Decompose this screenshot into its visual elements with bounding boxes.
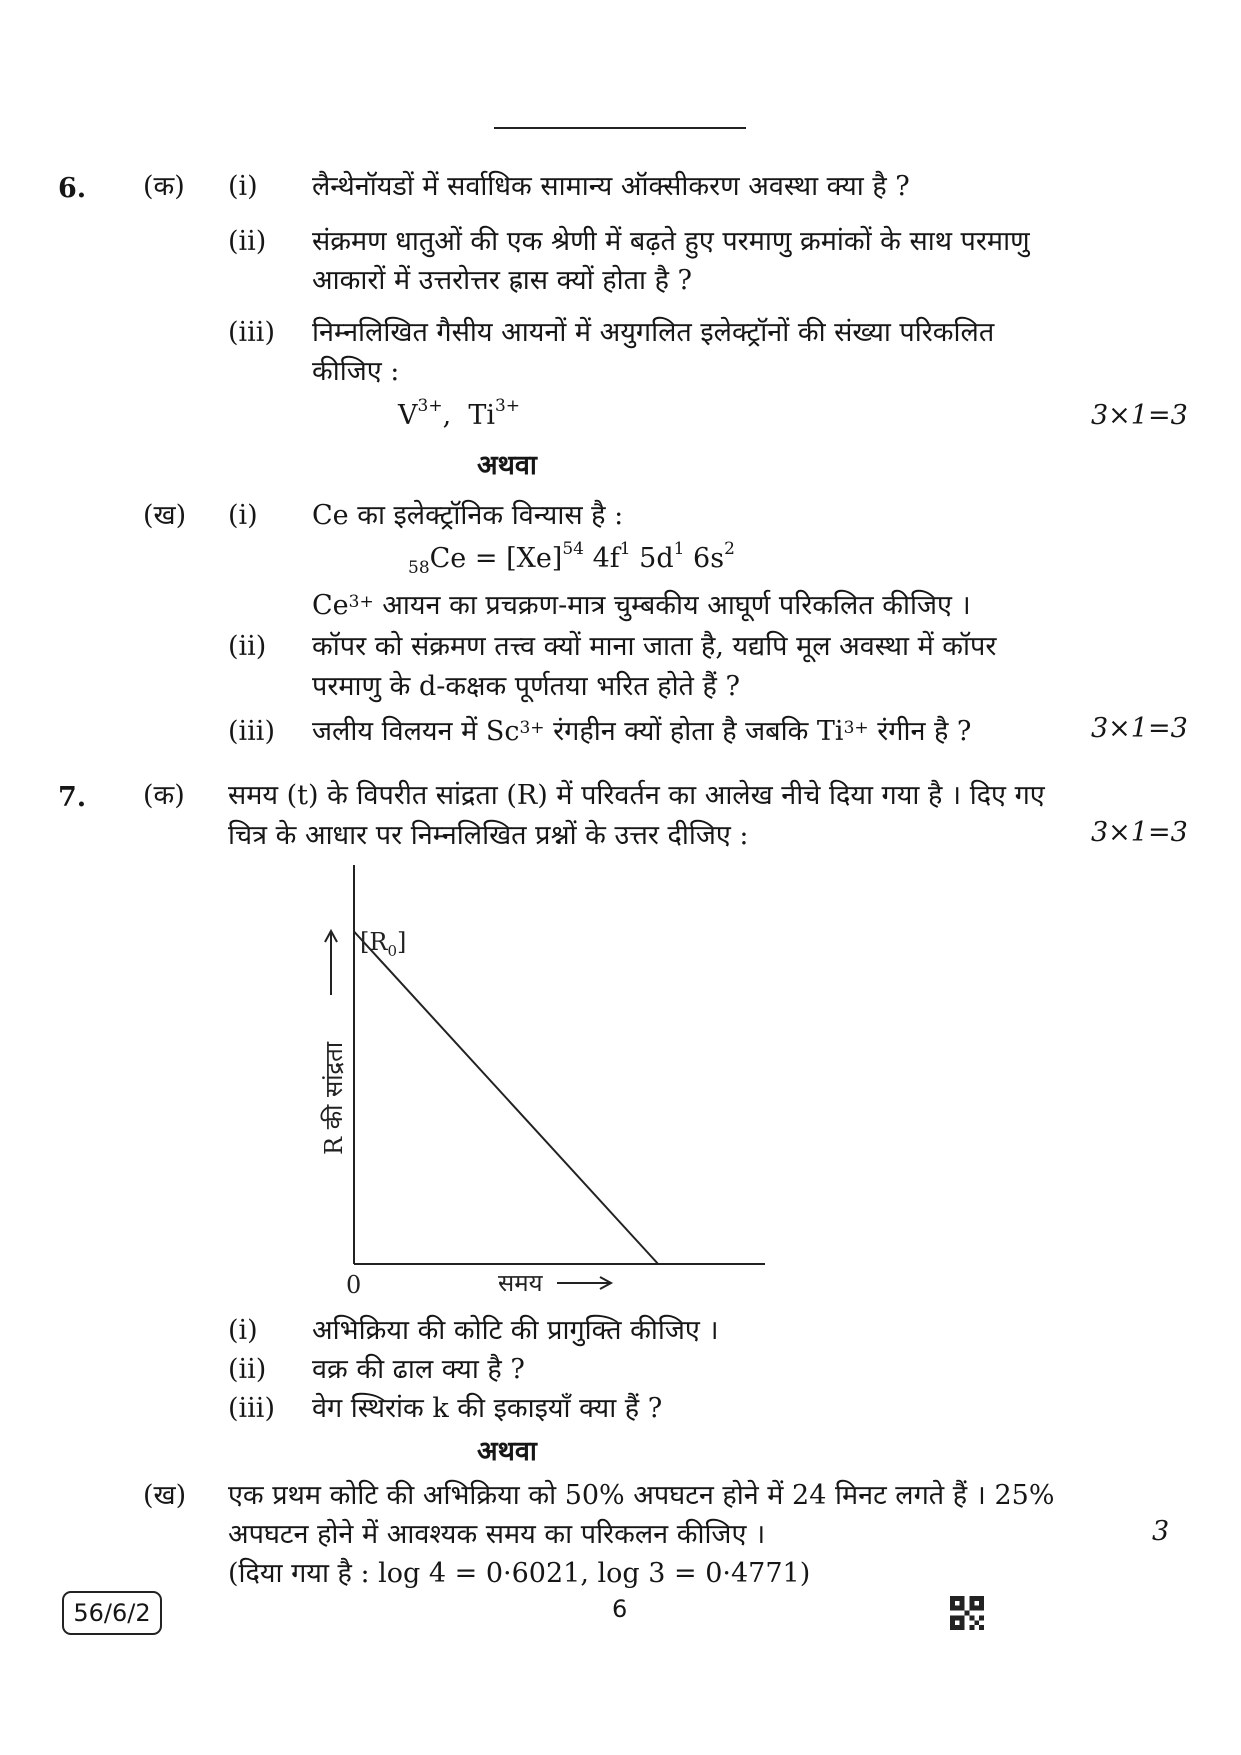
q6b-i-number: (i)	[228, 500, 258, 531]
q7b-line1: एक प्रथम कोटि की अभिक्रिया को 50% अपघटन होने में 24 मिनट लगते हैं । 25%	[228, 1480, 1055, 1511]
q6-or-label: अथवा	[477, 450, 537, 481]
q6a-iii-ions: $V^{3+}$, $Ti^{3+}$	[398, 396, 521, 431]
q7b-marks: 3	[1152, 1516, 1170, 1547]
q6a-ii-line2: आकारों में उत्तरोत्तर ह्रास क्यों होता है ?	[312, 265, 692, 296]
q6a-iii-line2: कीजिए :	[312, 356, 400, 387]
x-origin-label: 0	[346, 1271, 362, 1295]
q7a-i-number: (i)	[228, 1315, 258, 1346]
q7a-iii-text: वेग स्थिरांक k की इकाइयाँ क्या हैं ?	[312, 1393, 663, 1424]
x-axis-arrow	[557, 1277, 611, 1289]
q7a-iii-number: (iii)	[228, 1393, 275, 1424]
q6b-iii-number: (iii)	[228, 716, 275, 747]
q6a-iii-line1: निम्नलिखित गैसीय आयनों में अयुगलित इलेक्ट्रॉनों की संख्या परिकलित	[312, 317, 995, 348]
q7a-line1: समय (t) के विपरीत सांद्रता (R) में परिवर्तन का आलेख नीचे दिया गया है । दिए गए	[228, 780, 1045, 811]
q6b-marks: 3×1=3	[1091, 713, 1188, 744]
concentration-line-0	[354, 932, 658, 1265]
concentration-time-chart	[300, 855, 780, 1295]
q7-part-a-label: (क)	[143, 780, 185, 811]
q6a-i-text: लैन्थेनॉयडों में सर्वाधिक सामान्य ऑक्सीकरण अवस्था क्या है ?	[312, 171, 910, 202]
chart-series-layer	[354, 932, 658, 1265]
q7-or-label: अथवा	[477, 1436, 537, 1467]
q6b-i-line3: $Ce^{3+}$ आयन का प्रचक्रण-मात्र चुम्बकीय आघूर्ण परिकलित कीजिए ।	[312, 590, 971, 621]
q6-part-a-label: (क)	[143, 171, 185, 202]
top-rule	[494, 127, 746, 129]
q6b-iii-text: जलीय विलयन में $Sc^{3+}$ रंगहीन क्यों होता है जबकि $Ti^{3+}$ रंगीन है ?	[312, 716, 972, 747]
q7a-ii-text: वक्र की ढाल क्या है ?	[312, 1354, 525, 1385]
q6b-ii-number: (ii)	[228, 631, 267, 662]
initial-concentration-label: $[R_0]$	[360, 928, 407, 960]
q6a-i-number: (i)	[228, 171, 258, 202]
q7b-given: (दिया गया है : log 4 = 0·6021, log 3 = 0·4771)	[228, 1558, 811, 1589]
qr-code-icon	[950, 1596, 984, 1630]
q7-part-b-label: (ख)	[143, 1480, 187, 1511]
q6a-ii-number: (ii)	[228, 226, 267, 257]
page-number: 6	[612, 1595, 628, 1623]
q6b-i-config: $_{58}Ce = [Xe]^{54}$ $4f^1$ $5d^1$ $6s^2$	[408, 539, 735, 578]
y-axis-arrow	[325, 931, 337, 995]
question-6-number: 6.	[58, 173, 87, 204]
q6a-iii-number: (iii)	[228, 317, 275, 348]
q6-part-b-label: (ख)	[143, 500, 187, 531]
q6b-ii-line2: परमाणु के d-कक्षक पूर्णतया भरित होते हैं ?	[312, 671, 740, 702]
q6b-ii-line1: कॉपर को संक्रमण तत्त्व क्यों माना जाता है, यद्यपि मूल अवस्था में कॉपर	[312, 631, 997, 662]
q7a-i-text: अभिक्रिया की कोटि की प्रागुक्ति कीजिए ।	[312, 1315, 719, 1346]
q6a-ii-line1: संक्रमण धातुओं की एक श्रेणी में बढ़ते हुए परमाणु क्रमांकों के साथ परमाणु	[312, 226, 1030, 257]
q7a-ii-number: (ii)	[228, 1354, 267, 1385]
question-7-number: 7.	[58, 782, 87, 813]
q6b-i-line1: Ce का इलेक्ट्रॉनिक विन्यास है :	[312, 500, 624, 531]
q6a-marks: 3×1=3	[1091, 400, 1188, 431]
x-axis-label: समय	[498, 1269, 543, 1295]
q7a-marks: 3×1=3	[1091, 817, 1188, 848]
q7a-line2: चित्र के आधार पर निम्नलिखित प्रश्नों के उत्तर दीजिए :	[228, 820, 749, 851]
q7b-line2: अपघटन होने में आवश्यक समय का परिकलन कीजिए ।	[228, 1519, 766, 1550]
paper-code-badge: 56/6/2	[62, 1591, 162, 1635]
y-axis-label: R की सांद्रता	[320, 1041, 348, 1155]
